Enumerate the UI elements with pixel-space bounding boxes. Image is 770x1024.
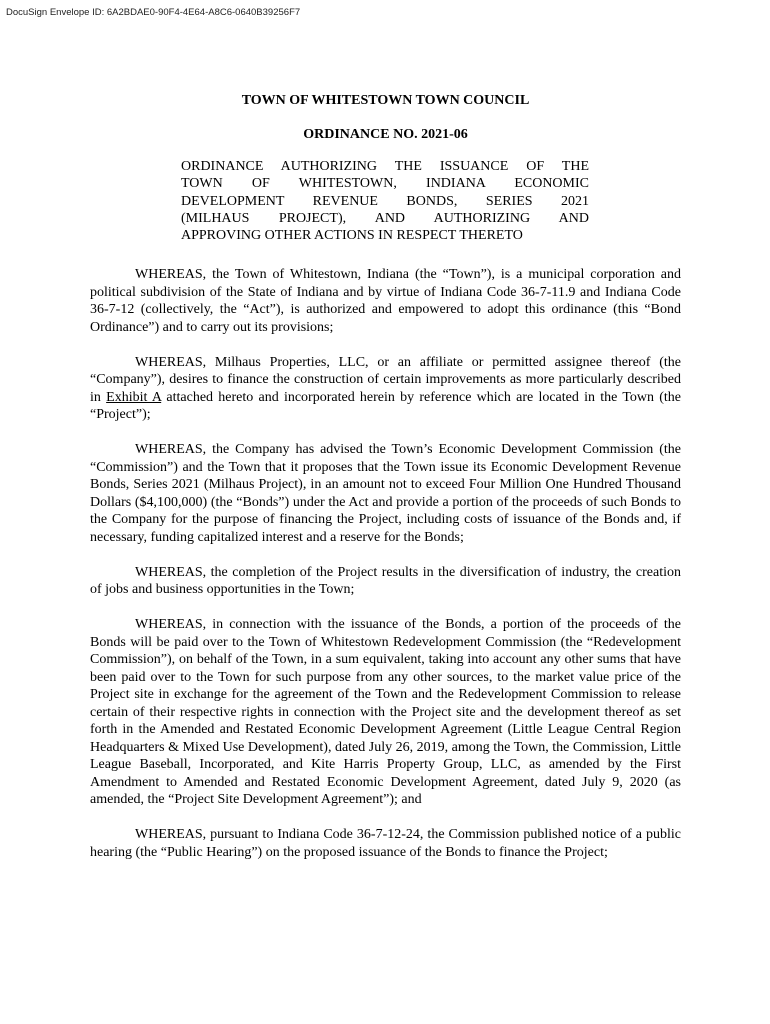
whereas-paragraph-company	[90, 354, 681, 424]
whereas-paragraph-bonds: WHEREAS, the Company has advised the Town’s Economic Development Commission (the “Commission”) and the Town that it proposes that the Town issue its Economic Development Revenue Bonds, Series 2021 (Milhaus Project), in an amount not to exceed Four Million One Hundred Thousand Dollars ($4,100,000) (the “Bonds”) under the Act and provide a portion of the proceeds of such Bonds to the Company for the purpose of financing the Project, including costs of issuance of the Bonds and, if necessary, funding capitalized interest and a reserve for the Bonds;	[90, 442, 681, 545]
docusign-envelope-id: DocuSign Envelope ID: 6A2BDAE0-90F4-4E64-A8C6-0640B39256F7	[6, 7, 301, 18]
ordinance-number: ORDINANCE NO. 2021-06	[303, 127, 468, 142]
council-title: TOWN OF WHITESTOWN TOWN COUNCIL	[241, 93, 530, 108]
whereas-paragraph-public-hearing: WHEREAS, pursuant to Indiana Code 36-7-12-24, the Commission published notice of a public hearing (the “Public Hearing”) on the proposed issuance of the Bonds to finance the Project;	[90, 827, 681, 860]
document-body	[90, 266, 681, 861]
ordinance-caption	[181, 158, 589, 244]
whereas-paragraph-redevelopment: WHEREAS, in connection with the issuance of the Bonds, a portion of the proceeds of the Bonds will be paid over to the Town of Whitestown Redevelopment Commission (the “Redevelopment Commission”), on behalf of the Town, in a sum equivalent, taking into account any other sums that have been paid over to the Town for such purpose from any other sources, to the market value price of the Project site in exchange for the agreement of the Town and the Redevelopment Commission to release certain of their respective rights in connection with the Project site and the development thereof as set forth in the Amended and Restated Economic Development Agreement (Little League Central Region Headquarters & Mixed Use Development), dated July 26, 2019, among the Town, the Commission, Little League Baseball, Incorporated, and Kite Harris Property Group, LLC, as amended by the First Amendment to Amended and Restated Economic Development Agreement, dated July 9, 2020 (as amended, the “Project Site Development Agreement”); and	[90, 617, 681, 808]
caption-line: (MILHAUS PROJECT), AND AUTHORIZING AND	[181, 210, 589, 226]
whereas-paragraph-diversification: WHEREAS, the completion of the Project results in the diversification of industry, the creation of jobs and business opportunities in the Town;	[90, 564, 681, 598]
caption-line: APPROVING OTHER ACTIONS IN RESPECT THERETO	[181, 228, 523, 244]
document-page	[90, 92, 681, 861]
caption-line: TOWN OF WHITESTOWN, INDIANA ECONOMIC	[181, 176, 589, 192]
caption-line: ORDINANCE AUTHORIZING THE ISSUANCE OF THE	[181, 159, 589, 174]
paragraph-text: WHEREAS, Milhaus Properties, LLC, or an affiliate or permitted assignee thereof (the “Company”), desires to finance the construction of certain improvements as more particularly described in	[90, 354, 681, 405]
paragraph-text: attached hereto and incorporated herein by reference which are located in the Town (the “Project”);	[90, 389, 682, 423]
caption-line: DEVELOPMENT REVENUE BONDS, SERIES 2021	[181, 193, 589, 209]
whereas-paragraph-town: WHEREAS, the Town of Whitestown, Indiana (the “Town”), is a municipal corporation and political subdivision of the State of Indiana and by virtue of Indiana Code 36-7-11.9 and Indiana Code 36-7-12 (collectively, the “Act”), is authorized and empowered to adopt this ordinance (this “Bond Ordinance”) and to carry out its provisions;	[90, 267, 681, 335]
exhibit-a-reference: Exhibit A	[106, 389, 162, 405]
